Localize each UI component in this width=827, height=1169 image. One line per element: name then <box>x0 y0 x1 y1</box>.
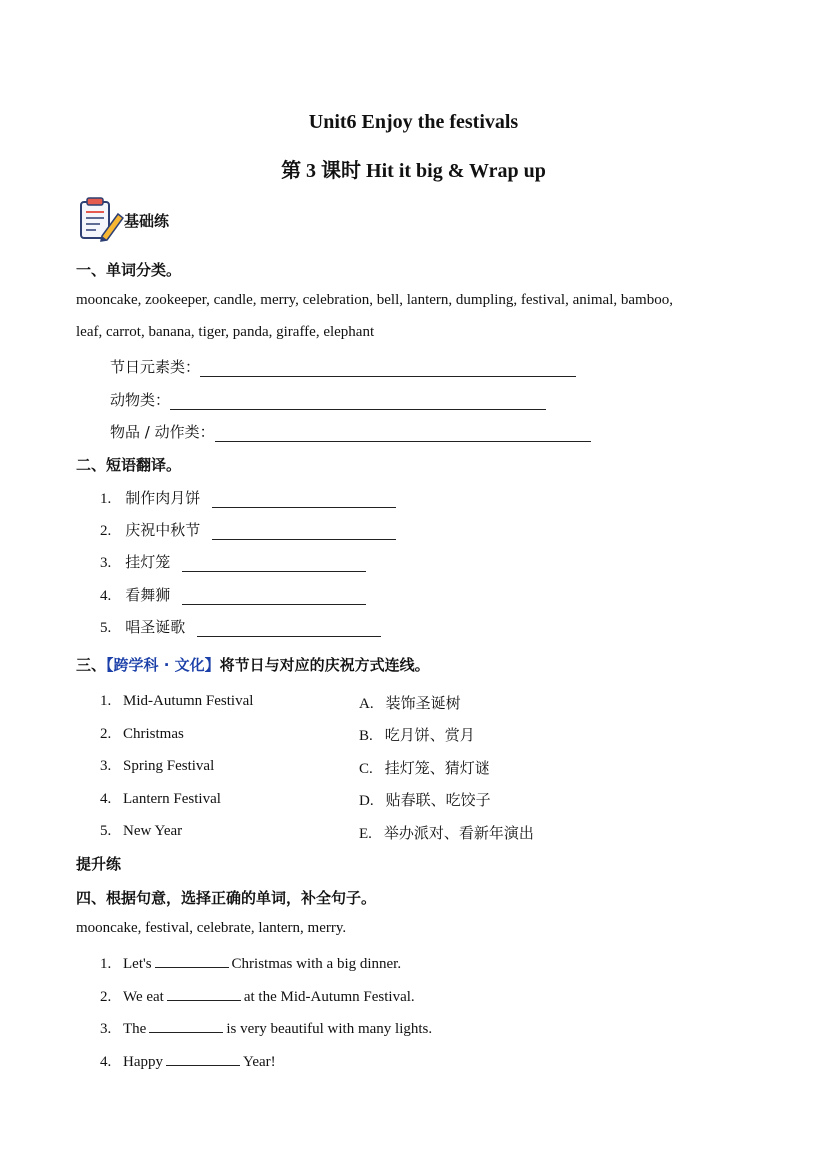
sentence-start: We eat <box>123 989 164 1005</box>
answer-line[interactable] <box>215 427 591 442</box>
category-label: 物品 / 动作类： <box>110 423 215 441</box>
advanced-practice-label: 提升练 <box>76 855 122 873</box>
match-left-item <box>100 758 214 775</box>
sentence-end: Year! <box>243 1054 276 1070</box>
item-number: 3. <box>100 555 112 571</box>
fill-blank[interactable] <box>167 986 241 1001</box>
answer-line[interactable] <box>170 395 546 410</box>
option-letter: D. <box>359 793 374 809</box>
list-item <box>100 616 381 637</box>
sentence-item <box>100 1018 432 1038</box>
list-item <box>100 519 396 540</box>
item-number: 2. <box>100 726 112 742</box>
sentence-start: Happy <box>123 1054 163 1070</box>
celebration-text[interactable]: 贴春联、吃饺子 <box>385 791 491 809</box>
option-letter: C. <box>359 761 373 777</box>
category-row-animal <box>110 389 546 410</box>
sentence-end: Christmas with a big dinner. <box>231 956 402 972</box>
item-number: 1. <box>100 956 112 972</box>
basic-practice-label: 基础练 <box>124 212 170 230</box>
item-number: 4. <box>100 1054 112 1070</box>
cross-discipline-tag: 【跨学科 · 文化】 <box>106 656 220 674</box>
answer-line[interactable] <box>197 622 381 637</box>
match-left-item <box>100 726 184 743</box>
part1-heading: 一、单词分类。 <box>76 261 182 279</box>
festival-name[interactable]: Spring Festival <box>123 758 215 774</box>
option-letter: A. <box>359 696 374 712</box>
word-bank: mooncake, festival, celebrate, lantern, merry. <box>76 920 347 936</box>
answer-line[interactable] <box>182 590 366 605</box>
match-left-item <box>100 693 253 710</box>
category-row-festival <box>110 356 576 377</box>
item-number: 2. <box>100 523 112 539</box>
item-number: 1. <box>100 693 112 709</box>
match-right-item <box>359 692 461 713</box>
heading-prefix: 三、 <box>76 656 107 674</box>
celebration-text[interactable]: 装饰圣诞树 <box>385 694 461 712</box>
festival-name[interactable]: Lantern Festival <box>123 791 221 807</box>
answer-line[interactable] <box>212 493 396 508</box>
sentence-item <box>100 953 401 973</box>
list-item <box>100 551 366 572</box>
celebration-text[interactable]: 吃月饼、赏月 <box>384 726 475 744</box>
item-text: 制作肉月饼 <box>125 489 201 507</box>
sentence-end: is very beautiful with many lights. <box>226 1021 433 1037</box>
part3-heading <box>76 654 430 675</box>
sentence-item <box>100 986 415 1006</box>
item-text: 唱圣诞歌 <box>125 618 186 636</box>
item-number: 5. <box>100 620 112 636</box>
match-left-item <box>100 823 182 840</box>
fill-blank[interactable] <box>155 953 229 968</box>
page-title: Unit6 Enjoy the festivals <box>308 111 519 133</box>
match-right-item <box>359 822 534 843</box>
category-label: 动物类： <box>110 391 171 409</box>
sentence-item <box>100 1051 276 1071</box>
list-item <box>100 584 366 605</box>
fill-blank[interactable] <box>149 1018 223 1033</box>
option-letter: E. <box>359 826 372 842</box>
part4-heading: 四、根据句意，选择正确的单词，补全句子。 <box>76 889 377 907</box>
festival-name[interactable]: New Year <box>123 823 183 839</box>
item-number: 5. <box>100 823 112 839</box>
item-number: 3. <box>100 1021 112 1037</box>
item-number: 4. <box>100 791 112 807</box>
item-text: 庆祝中秋节 <box>125 521 201 539</box>
category-label: 节日元素类： <box>110 358 201 376</box>
match-right-item <box>359 789 491 810</box>
answer-line[interactable] <box>200 362 576 377</box>
festival-name[interactable]: Mid-Autumn Festival <box>123 693 254 709</box>
item-text: 看舞狮 <box>125 586 171 604</box>
sentence-end: at the Mid-Autumn Festival. <box>243 989 415 1005</box>
sentence-start: The <box>123 1021 147 1037</box>
word-bank-line-2: leaf, carrot, banana, tiger, panda, giraffe, elephant <box>76 324 375 340</box>
festival-name[interactable]: Christmas <box>123 726 184 742</box>
sentence-start: Let's <box>123 956 152 972</box>
match-right-item <box>359 724 475 745</box>
celebration-text[interactable]: 挂灯笼、猜灯谜 <box>384 759 490 777</box>
match-left-item <box>100 791 221 808</box>
worksheet-pencil-icon <box>78 196 124 242</box>
answer-line[interactable] <box>182 557 366 572</box>
part2-heading: 二、短语翻译。 <box>76 456 182 474</box>
celebration-text[interactable]: 举办派对、看新年演出 <box>383 824 534 842</box>
item-number: 3. <box>100 758 112 774</box>
list-item <box>100 487 396 508</box>
category-row-object <box>110 421 591 442</box>
lesson-subtitle: 第 3 课时 Hit it big & Wrap up <box>281 160 546 182</box>
match-right-item <box>359 757 490 778</box>
option-letter: B. <box>359 728 373 744</box>
item-text: 挂灯笼 <box>125 553 171 571</box>
answer-line[interactable] <box>212 525 396 540</box>
fill-blank[interactable] <box>166 1051 240 1066</box>
item-number: 2. <box>100 989 112 1005</box>
heading-text: 将节日与对应的庆祝方式连线。 <box>219 656 430 674</box>
word-bank-line-1: mooncake, zookeeper, candle, merry, celebration, bell, lantern, dumpling, festival, animal, bamboo, <box>76 292 673 308</box>
item-number: 1. <box>100 491 112 507</box>
item-number: 4. <box>100 588 112 604</box>
